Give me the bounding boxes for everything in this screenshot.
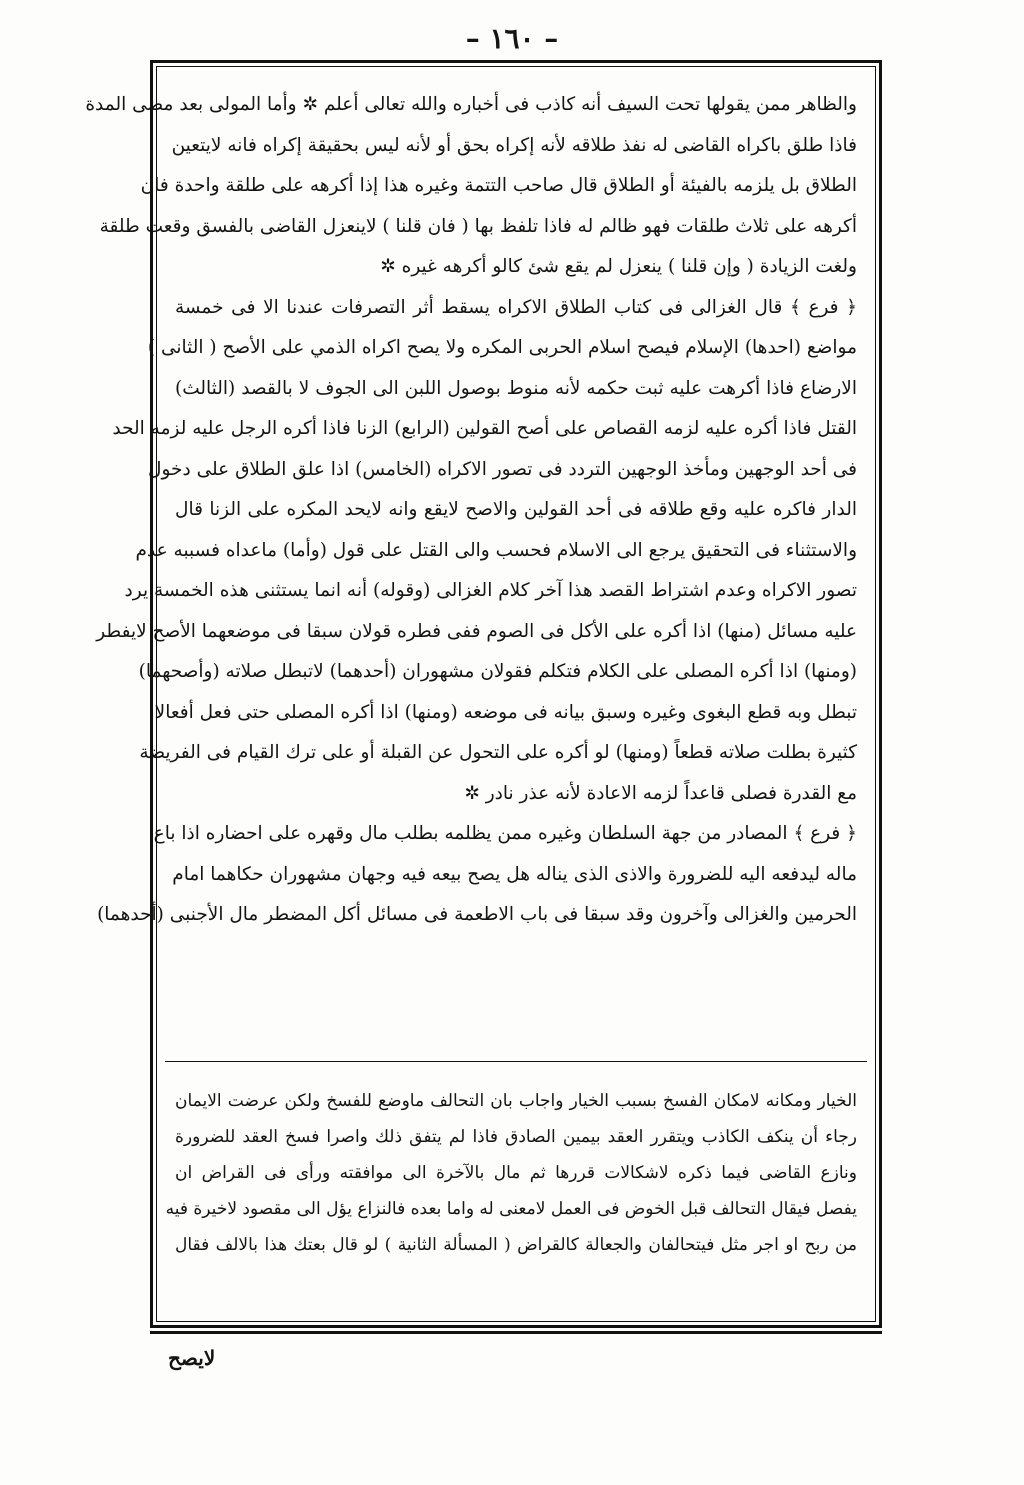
main-line: الطلاق بل يلزمه بالفيئة أو الطلاق قال صاحب التتمة وغيره هذا إذا أكرهه على طلقة واحدة فان xyxy=(140,175,857,196)
main-text xyxy=(85,85,857,936)
footnote-line: ونازع القاضى فيما ذكره لاشكالات قررها ثم مال بالآخرة الى موافقته ورأى فى القراض ان xyxy=(175,1163,857,1183)
main-line: مع القدرة فصلى قاعداً لزمه الاعادة لأنه عذر نادر ✲ xyxy=(464,782,857,804)
main-line: (ومنها) اذا أكره المصلى على الكلام فتكلم فقولان مشهوران (أحدهما) لاتبطل صلاته (وأصحهما) xyxy=(138,661,857,682)
footnote-line: من ربح او اجر مثل فيتحالفان والجعالة كالقراض ( المسألة الثانية ) لو قال بعتك هذا بالالف فقال xyxy=(175,1235,857,1255)
main-line: القتل فاذا أكره عليه لزمه القصاص على أصح القولين (الرابع) الزنا فاذا أكره الرجل عليه لزمه الحد xyxy=(112,418,857,439)
main-line: فاذا طلق باكراه القاضى له نفذ طلاقه لأنه إكراه بحق أو لأنه ليس بحقيقة إكراه فانه لايتعين xyxy=(171,134,857,156)
footnote-line: يفصل فيقال التحالف قبل الخوض فى العمل لامعنى له واما بعده فالنزاع يؤل الى مقصود لاخيرة فيه xyxy=(165,1199,857,1219)
page-frame xyxy=(85,60,882,1328)
main-line: الارضاع فاذا أكرهت عليه ثبت حكمه لأنه منوط بوصول اللبن الى الجوف لا بالقصد (الثالث) xyxy=(175,377,857,399)
main-line: كثيرة بطلت صلاته قطعاً (ومنها) لو أكره على التحول عن القبلة أو على ترك القيام فى الفريضة xyxy=(139,742,857,763)
main-line: الحرمين والغزالى وآخرون وقد سبقا فى باب الاطعمة فى مسائل أكل المضطر مال الأجنبى (أحدهما) xyxy=(97,904,857,925)
footnote-separator xyxy=(165,1061,867,1062)
main-line: والاستثناء فى التحقيق يرجع الى الاسلام فحسب والى القتل على قول (وأما) ماعداه فسببه عدم xyxy=(135,539,857,561)
main-line: تبطل وبه قطع البغوى وغيره وسبق بيانه فى موضعه (ومنها) اذا أكره المصلى حتى فعل أفعالا xyxy=(154,701,857,723)
footnote-text xyxy=(165,1083,857,1263)
catchword: لايصح xyxy=(168,1346,216,1370)
page-number: – ١٦٠ – xyxy=(465,22,559,55)
main-line: ماله ليدفعه اليه للضرورة والاذى الذى يناله هل يصح بيعه فيه وجهان مشهوران حكاهما امام xyxy=(172,863,857,885)
main-line: الدار فاكره عليه وقع طلاقه فى أحد القولين والاصح لايقع وانه لايحد المكره على الزنا قال xyxy=(175,499,857,520)
main-line: عليه مسائل (منها) اذا أكره على الأكل فى الصوم ففى فطره قولان سبقا فى موضعهما الأصح لايفطر xyxy=(96,620,857,642)
main-line: ﴿ فرع ﴾ المصادر من جهة السلطان وغيره ممن يظلمه بطلب مال وقهره على احضاره اذا باع xyxy=(153,823,857,844)
footnote-line: رجاء أن ينكف الكاذب ويتقرر العقد بيمين الصادق فاذا لم يتفق ذلك واصرا فسخ العقد للضرورة xyxy=(175,1127,857,1147)
footnote-line: الخيار ومكانه لامكان الفسخ بسبب الخيار واجاب بان التحالف ماوضع للفسخ ولكن عرضت الايمان xyxy=(175,1091,857,1111)
main-line: ﴿ فرع ﴾ قال الغزالى فى كتاب الطلاق الاكراه يسقط أثر التصرفات عندنا الا فى خمسة xyxy=(175,296,857,318)
main-line: أكرهه على ثلاث طلقات فهو ظالم له فاذا تلفظ بها ( فان قلنا ) لاينعزل القاضى بالفسق وقعت طلقة xyxy=(99,215,857,237)
main-line: تصور الاكراه وعدم اشتراط القصد هذا آخر كلام الغزالى (وقوله) أنه انما يستثنى هذه الخمسة يرد xyxy=(124,580,857,601)
main-line: فى أحد الوجهين ومأخذ الوجهين التردد فى تصور الاكراه (الخامس) اذا علق الطلاق على دخول xyxy=(148,458,857,480)
main-line: ولغت الزيادة ( وإن قلنا ) ينعزل لم يقع شئ كالو أكرهه غيره ✲ xyxy=(380,256,857,277)
main-line: مواضع (احدها) الإسلام فيصح اسلام الحربى المكره ولا يصح اكراه الذمي على الأصح ( الثانى ) xyxy=(147,337,857,358)
main-line: والظاهر ممن يقولها تحت السيف أنه كاذب فى أخباره والله تعالى أعلم ✲ وأما المولى بعد مضى المدة xyxy=(85,94,857,115)
bottom-rule xyxy=(150,1331,882,1334)
